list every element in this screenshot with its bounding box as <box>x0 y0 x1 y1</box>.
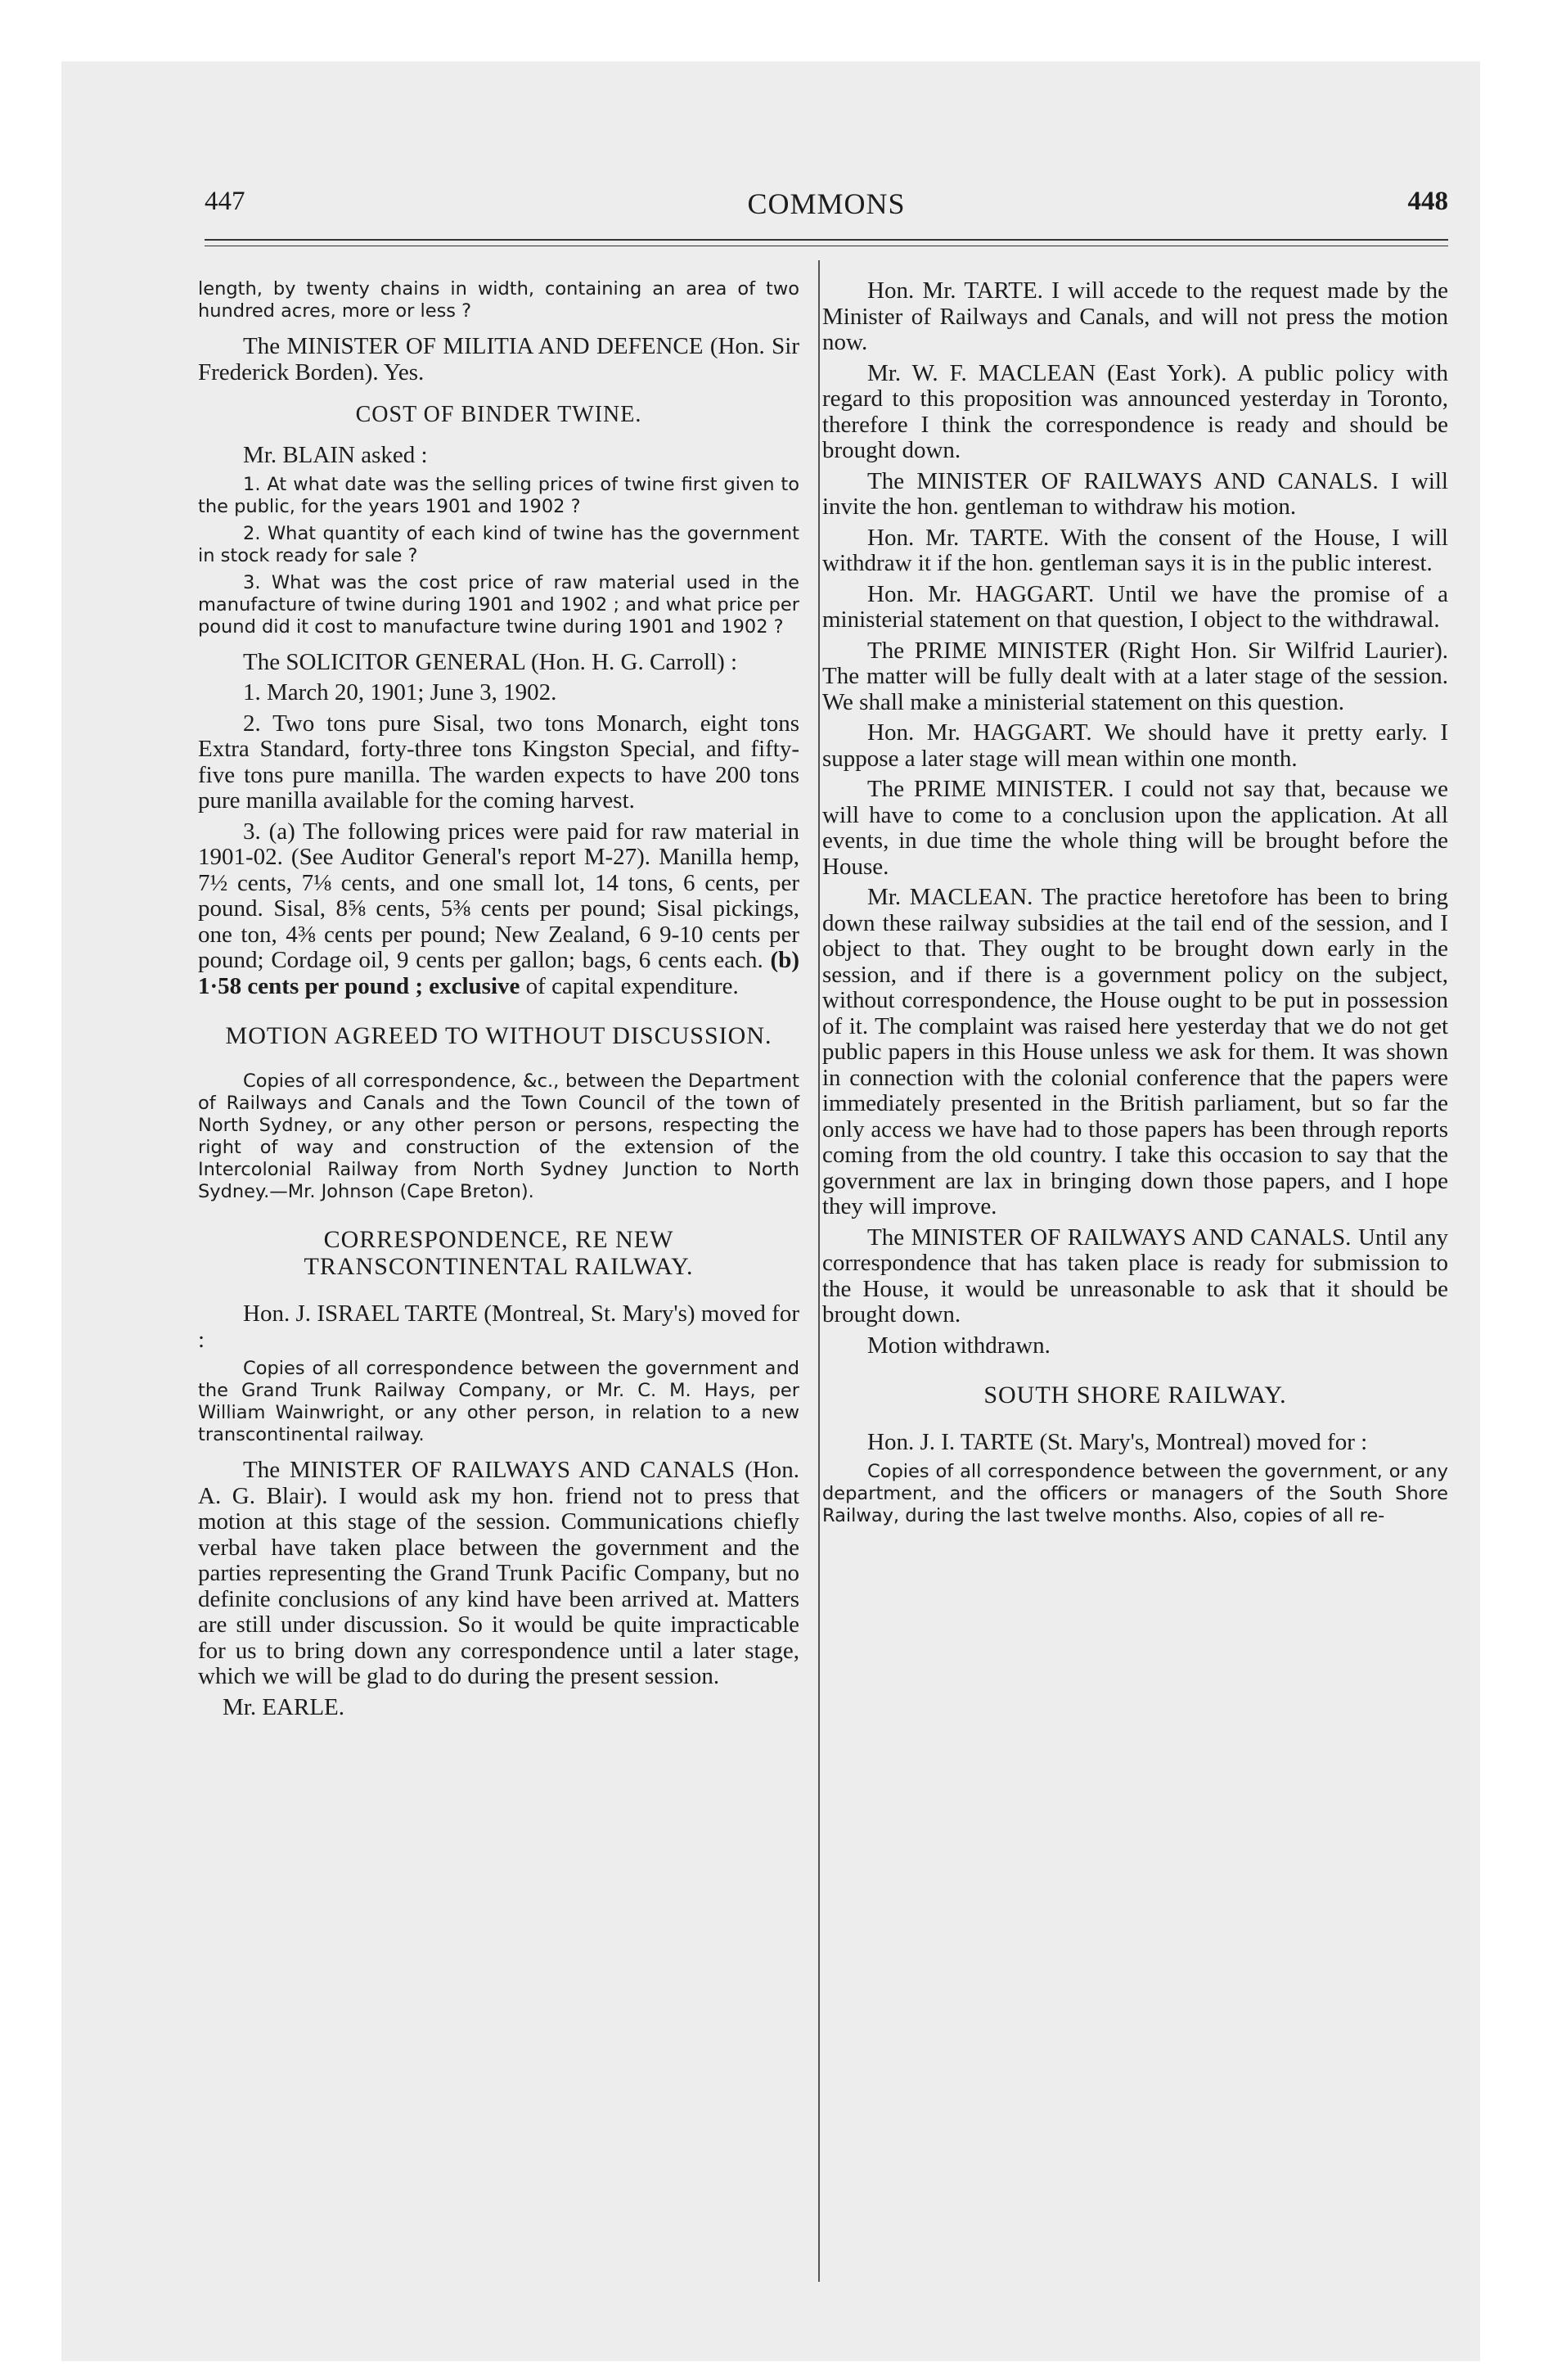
speech-tarte-accede: Hon. Mr. TARTE. I will accede to the request made by the Minister of Railways and Canals, and will not press the motion now. <box>822 277 1448 355</box>
column-divider <box>818 260 820 2282</box>
answer-minister-militia: The MINISTER OF MILITIA AND DEFENCE (Hon. Sir Frederick Borden). Yes. <box>198 333 799 385</box>
motion-south-shore: Copies of all correspondence between the government, or any department, and the officers or managers of the South Shore Railway, during the last twelve months. Also, copies of all re- <box>822 1460 1448 1526</box>
speech-haggart-early: Hon. Mr. HAGGART. We should have it pretty early. I suppose a later stage will mean within one month. <box>822 719 1448 772</box>
speech-prime-minister-reply: The PRIME MINISTER. I could not say that, because we will have to come to a conclusion upon the application. At all events, in due time the whole thing will be brought before the House. <box>822 776 1448 880</box>
speech-minister-invite: The MINISTER OF RAILWAYS AND CANALS. I will invite the hon. gentleman to withdraw his motion. <box>822 467 1448 520</box>
speech-minister-correspondence: The MINISTER OF RAILWAYS AND CANALS. Until any correspondence that has taken place is ready for submission to the House, it would be unreasonable to ask that it should be brought down. <box>822 1224 1448 1327</box>
answer-3a: 3. (a) The following prices were paid for raw material in 1901-02. (See Auditor General's report M-27). Manilla hemp, 7½ cents, 7⅛ cents, and one small lot, 14 tons, 6 cents, per pound. Sisal, 8⅝ cents, 5⅜ cents per pound; Sisal pickings, one ton, 4⅜ cents per pound; New Zealand, 6 9-10 cents per pound; Cordage oil, 9 cents per gallon; bags, 6 cents each. <box>198 818 799 973</box>
section-heading-south-shore: SOUTH SHORE RAILWAY. <box>983 1382 1287 1409</box>
section-heading-motion-agreed: MOTION AGREED TO WITHOUT DISCUSSION. <box>225 1022 772 1049</box>
section-heading-transcontinental: CORRESPONDENCE, RE NEW TRANSCONTINENTAL RAILWAY. <box>304 1226 694 1280</box>
speaker-blain: Mr. BLAIN asked : <box>243 442 428 468</box>
page-number-right: 448 <box>1407 187 1448 216</box>
section-heading-binder-twine: COST OF BINDER TWINE. <box>355 402 642 427</box>
speech-prime-minister: The PRIME MINISTER (Right Hon. Sir Wilfrid Laurier). The matter will be fully dealt with at a later stage of the session. We shall make a ministerial statement on this question. <box>822 637 1448 715</box>
speech-minister-railways: The MINISTER OF RAILWAYS AND CANALS (Hon. A. G. Blair). I would ask my hon. friend not to press that motion at this stage of the session. Communications chiefly verbal have taken place between the government and the parties representing the Grand Trunk Pacific Company, but no definite conclusions of any kind have been arrived at. Matters are still under discussion. So it would be quite impracticable for us to bring down any correspondence until a later stage, which we will be glad to do during the present session. <box>198 1457 799 1689</box>
speaker-tarte-south-shore: Hon. J. I. TARTE (St. Mary's, Montreal) moved for : <box>867 1429 1368 1455</box>
right-column <box>822 278 1448 1532</box>
running-title: COMMONS <box>747 187 906 220</box>
motion-north-sydney: Copies of all correspondence, &c., between the Department of Railways and Canals and the Town Council of the town of North Sydney, or any other person or persons, respecting the right of way and construction of the extension of the Intercolonial Railway from North Sydney Junction to North Sydney.—Mr. Johnson (Cape Breton). <box>198 1071 799 1202</box>
question-continuation: length, by twenty chains in width, containing an area of two hundred acres, more or less ? <box>198 278 799 322</box>
question-3: 3. What was the cost price of raw material used in the manufacture of twine during 1901 and 1902 ; and what price per pound did it cost to manufacture twine during 1901 and 1902 ? <box>198 571 799 638</box>
header-rule <box>205 239 1448 241</box>
speech-haggart-object: Hon. Mr. HAGGART. Until we have the promise of a ministerial statement on that question, I object to the withdrawal. <box>822 580 1448 633</box>
speech-maclean-policy: Mr. W. F. MACLEAN (East York). A public policy with regard to this proposition was announced yesterday in Toronto, therefore I think the correspondence is ready and should be brought down. <box>822 359 1448 463</box>
answer-3b: (b) 1·58 cents per pound ; exclusive <box>198 947 799 999</box>
continuation-speaker: Mr. EARLE. <box>223 1693 345 1720</box>
motion-grand-trunk: Copies of all correspondence between the government and the Grand Trunk Railway Company, or Mr. C. M. Hays, per William Wainwright, or any other person, in relation to a new transcontinental railway. <box>198 1358 799 1445</box>
answer-1: 1. March 20, 1901; June 3, 1902. <box>243 679 557 705</box>
answer-3c: of capital expenditure. <box>520 972 739 999</box>
speech-tarte-withdraw: Hon. Mr. TARTE. With the consent of the House, I will withdraw it if the hon. gentleman says it is in the public interest. <box>822 524 1448 576</box>
left-column <box>198 278 799 1725</box>
speaker-tarte-moved: Hon. J. ISRAEL TARTE (Montreal, St. Mary's) moved for : <box>198 1300 799 1353</box>
speaker-solicitor-general: The SOLICITOR GENERAL (Hon. H. G. Carroll) : <box>243 648 738 675</box>
answer-3 <box>198 819 799 1000</box>
speech-maclean-practice: Mr. MACLEAN. The practice heretofore has been to bring down these railway subsidies at the tail end of the session, and I object to that. They ought to be brought down early in the session, and if there is a government policy on the subject, without correspondence, the House ought to be put in possession of it. The complaint was raised here yesterday that we do not get public papers in this House unless we ask for them. It was shown in connection with the colonial conference that the papers were immediately presented in the British parliament, but so far the only access we have had to those papers has been through reports coming from the old country. I take this occasion to say that the government are lax in bringing down those papers, and I hope they will improve. <box>822 884 1448 1219</box>
page-header <box>205 187 1448 219</box>
page-number-left: 447 <box>205 187 245 216</box>
question-2: 2. What quantity of each kind of twine has the government in stock ready for sale ? <box>198 522 799 566</box>
answer-2: 2. Two tons pure Sisal, two tons Monarch, eight tons Extra Standard, forty-three tons Kingston Special, and fifty-five tons pure manilla. The warden expects to have 200 tons pure manilla available for the coming harvest. <box>198 710 799 814</box>
motion-withdrawn: Motion withdrawn. <box>867 1332 1051 1359</box>
question-1: 1. At what date was the selling prices of twine first given to the public, for the years 1901 and 1902 ? <box>198 473 799 517</box>
